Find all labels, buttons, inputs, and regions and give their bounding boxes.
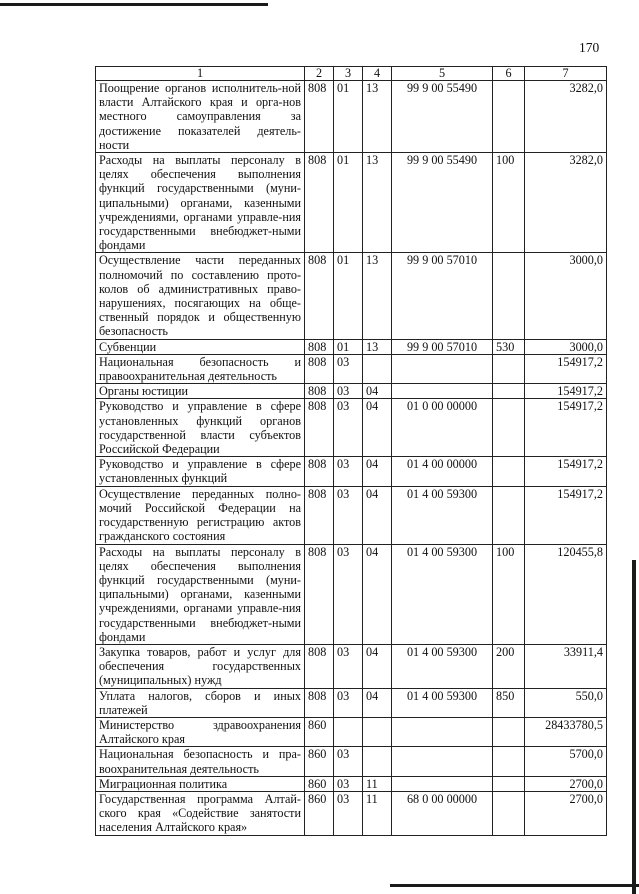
table-row <box>96 544 607 644</box>
row-description: Органы юстиции <box>96 384 305 399</box>
row-subsection-code: 04 <box>363 399 392 457</box>
row-section-code: 03 <box>334 399 363 457</box>
row-amount: 154917,2 <box>525 486 607 544</box>
row-subsection-code: 04 <box>363 384 392 399</box>
row-section-code: 03 <box>334 644 363 688</box>
row-target-article <box>392 717 493 746</box>
row-subsection-code: 04 <box>363 688 392 717</box>
row-section-code: 03 <box>334 457 363 486</box>
table-row <box>96 776 607 791</box>
row-ministry-code: 808 <box>305 644 334 688</box>
column-header: 7 <box>525 67 607 81</box>
row-amount: 3000,0 <box>525 253 607 339</box>
column-header: 3 <box>334 67 363 81</box>
row-section-code: 01 <box>334 253 363 339</box>
row-section-code: 01 <box>334 153 363 253</box>
row-amount: 550,0 <box>525 688 607 717</box>
row-subsection-code: 04 <box>363 457 392 486</box>
column-header: 1 <box>96 67 305 81</box>
row-ministry-code: 860 <box>305 717 334 746</box>
row-target-article: 99 9 00 55490 <box>392 153 493 253</box>
row-expense-type <box>493 253 525 339</box>
row-description: Руководство и управление в сфере установленных функций органов государственной власти субъектов Российской Федерации <box>96 399 305 457</box>
row-ministry-code: 808 <box>305 253 334 339</box>
row-subsection-code: 13 <box>363 339 392 354</box>
row-expense-type <box>493 791 525 835</box>
row-amount: 33911,4 <box>525 644 607 688</box>
row-expense-type: 100 <box>493 153 525 253</box>
row-section-code: 03 <box>334 486 363 544</box>
row-amount: 3282,0 <box>525 153 607 253</box>
row-expense-type <box>493 776 525 791</box>
row-section-code: 01 <box>334 339 363 354</box>
row-ministry-code: 808 <box>305 544 334 644</box>
row-section-code: 03 <box>334 776 363 791</box>
row-amount: 120455,8 <box>525 544 607 644</box>
row-ministry-code: 808 <box>305 399 334 457</box>
row-section-code: 03 <box>334 747 363 776</box>
table-row <box>96 791 607 835</box>
row-expense-type <box>493 717 525 746</box>
table-row <box>96 486 607 544</box>
row-ministry-code: 808 <box>305 457 334 486</box>
row-expense-type <box>493 81 525 153</box>
row-expense-type: 850 <box>493 688 525 717</box>
row-target-article: 01 4 00 59300 <box>392 688 493 717</box>
row-ministry-code: 860 <box>305 791 334 835</box>
table-body <box>96 81 607 836</box>
row-amount: 154917,2 <box>525 457 607 486</box>
row-target-article: 01 4 00 59300 <box>392 486 493 544</box>
row-expense-type <box>493 399 525 457</box>
row-subsection-code <box>363 747 392 776</box>
row-description: Руководство и управление в сфере установленных функций <box>96 457 305 486</box>
row-expense-type <box>493 486 525 544</box>
row-description: Уплата налогов, сборов и иных платежей <box>96 688 305 717</box>
row-description: Закупка товаров, работ и услуг для обеспечения государственных (муниципальных) нужд <box>96 644 305 688</box>
scan-border-top <box>0 3 268 6</box>
row-section-code: 03 <box>334 791 363 835</box>
row-section-code: 03 <box>334 544 363 644</box>
row-target-article: 68 0 00 00000 <box>392 791 493 835</box>
row-description: Миграционная политика <box>96 776 305 791</box>
row-section-code: 03 <box>334 354 363 383</box>
row-target-article <box>392 776 493 791</box>
scan-border-bottom <box>390 884 639 887</box>
table-row <box>96 81 607 153</box>
row-target-article <box>392 354 493 383</box>
table-row <box>96 688 607 717</box>
row-amount: 3000,0 <box>525 339 607 354</box>
table-row <box>96 339 607 354</box>
budget-table <box>95 66 607 836</box>
row-section-code: 03 <box>334 688 363 717</box>
table-row <box>96 354 607 383</box>
row-ministry-code: 860 <box>305 776 334 791</box>
table-row <box>96 153 607 253</box>
scan-border-right <box>632 560 636 894</box>
table-row <box>96 253 607 339</box>
row-expense-type <box>493 457 525 486</box>
row-target-article: 01 4 00 59300 <box>392 544 493 644</box>
table-row <box>96 717 607 746</box>
row-amount: 2700,0 <box>525 776 607 791</box>
row-section-code: 03 <box>334 384 363 399</box>
row-subsection-code: 13 <box>363 153 392 253</box>
row-amount: 5700,0 <box>525 747 607 776</box>
row-subsection-code: 04 <box>363 544 392 644</box>
row-subsection-code <box>363 354 392 383</box>
row-amount: 154917,2 <box>525 354 607 383</box>
row-section-code: 01 <box>334 81 363 153</box>
row-subsection-code: 13 <box>363 81 392 153</box>
row-target-article: 99 9 00 57010 <box>392 253 493 339</box>
row-description: Субвенции <box>96 339 305 354</box>
table-row <box>96 747 607 776</box>
row-description: Национальная безопасность и пра-воохранительная деятельность <box>96 747 305 776</box>
table-row <box>96 644 607 688</box>
row-ministry-code: 808 <box>305 153 334 253</box>
row-target-article <box>392 747 493 776</box>
row-amount: 154917,2 <box>525 384 607 399</box>
row-ministry-code: 808 <box>305 354 334 383</box>
row-expense-type: 100 <box>493 544 525 644</box>
row-target-article: 01 4 00 59300 <box>392 644 493 688</box>
row-ministry-code: 808 <box>305 688 334 717</box>
row-description: Министерство здравоохранения Алтайского края <box>96 717 305 746</box>
row-ministry-code: 808 <box>305 486 334 544</box>
column-header: 4 <box>363 67 392 81</box>
row-amount: 2700,0 <box>525 791 607 835</box>
row-ministry-code: 860 <box>305 747 334 776</box>
row-target-article: 99 9 00 55490 <box>392 81 493 153</box>
row-section-code <box>334 717 363 746</box>
header-row <box>96 67 607 81</box>
row-description: Поощрение органов исполнитель-ной власти Алтайского края и орга-нов местного самоуправления за достижение показателей деятель-ности <box>96 81 305 153</box>
row-amount: 28433780,5 <box>525 717 607 746</box>
row-target-article: 01 0 00 00000 <box>392 399 493 457</box>
row-ministry-code: 808 <box>305 384 334 399</box>
row-target-article: 99 9 00 57010 <box>392 339 493 354</box>
row-description: Расходы на выплаты персоналу в целях обеспечения выполнения функций государственными (муни-ципальными) органами, казенными учреждениями, органами управле-ния государственными внебюджет-ными фондами <box>96 544 305 644</box>
row-ministry-code: 808 <box>305 81 334 153</box>
row-description: Осуществление переданных полно-мочий Российской Федерации на государственную регистрацию актов гражданского состояния <box>96 486 305 544</box>
row-amount: 154917,2 <box>525 399 607 457</box>
row-expense-type <box>493 354 525 383</box>
row-expense-type: 530 <box>493 339 525 354</box>
row-description: Национальная безопасность и правоохранительная деятельность <box>96 354 305 383</box>
row-subsection-code <box>363 717 392 746</box>
row-ministry-code: 808 <box>305 339 334 354</box>
row-amount: 3282,0 <box>525 81 607 153</box>
row-target-article <box>392 384 493 399</box>
table-row <box>96 457 607 486</box>
row-description: Расходы на выплаты персоналу в целях обеспечения выполнения функций государственными (муни-ципальными) органами, казенными учреждениями, органами управле-ния государственными внебюджет-ными фондами <box>96 153 305 253</box>
row-subsection-code: 13 <box>363 253 392 339</box>
table-row <box>96 384 607 399</box>
row-expense-type: 200 <box>493 644 525 688</box>
page-number: 170 <box>579 40 600 55</box>
column-header: 2 <box>305 67 334 81</box>
column-header: 5 <box>392 67 493 81</box>
row-subsection-code: 11 <box>363 791 392 835</box>
row-description: Государственная программа Алтай-ского края «Содействие занятости населения Алтайского края» <box>96 791 305 835</box>
row-subsection-code: 04 <box>363 644 392 688</box>
row-expense-type <box>493 747 525 776</box>
row-expense-type <box>493 384 525 399</box>
row-description: Осуществление части переданных полномочий по составлению прото-колов об административных право-нарушениях, посягающих на обще-ственный порядок и общественную безопасность <box>96 253 305 339</box>
row-subsection-code: 04 <box>363 486 392 544</box>
row-target-article: 01 4 00 00000 <box>392 457 493 486</box>
table-row <box>96 399 607 457</box>
column-header: 6 <box>493 67 525 81</box>
row-subsection-code: 11 <box>363 776 392 791</box>
